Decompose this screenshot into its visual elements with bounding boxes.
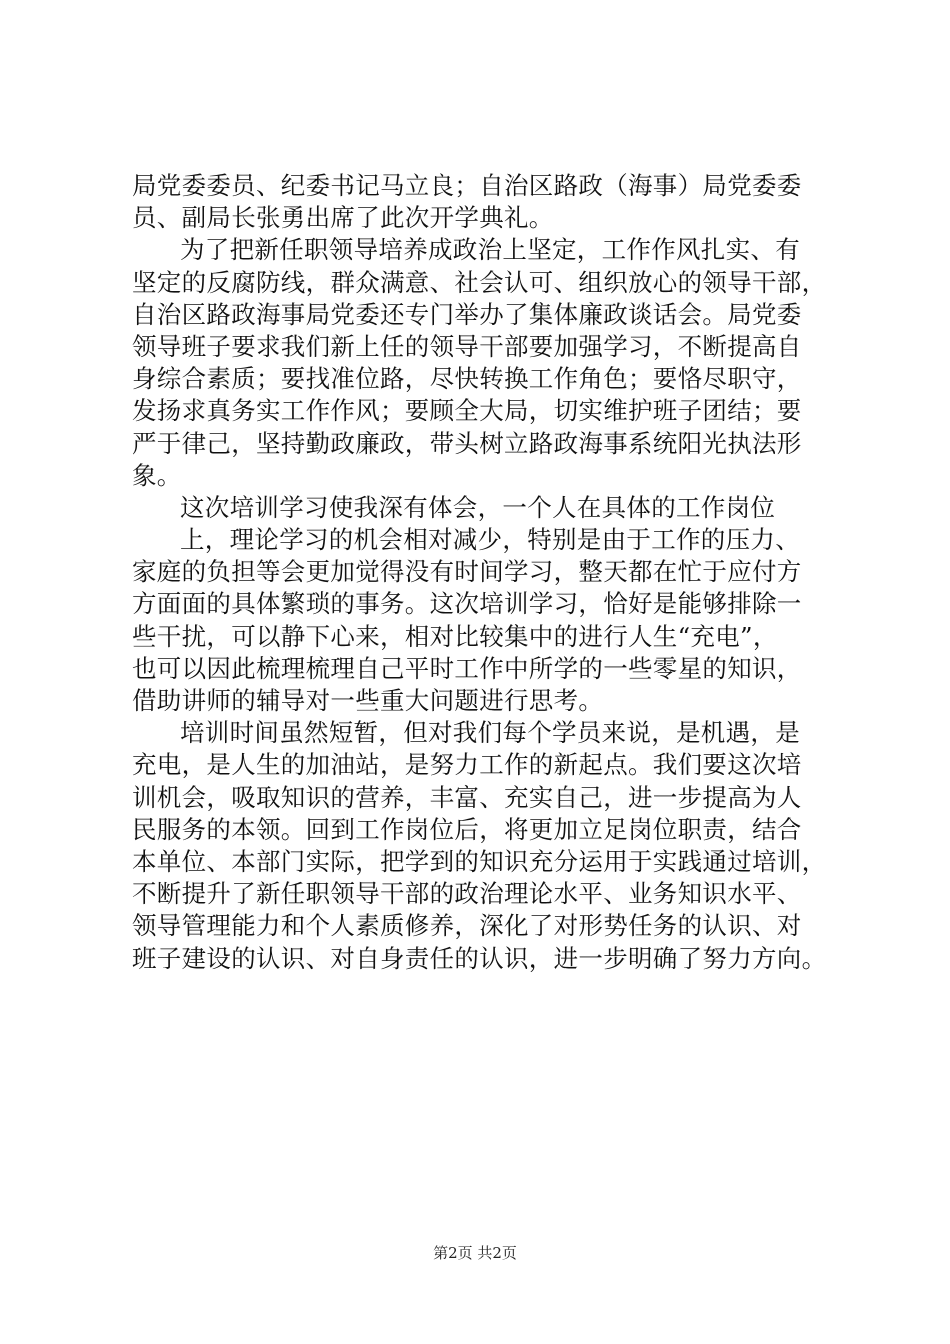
text-line: 些干扰，可以静下心来，相对比较集中的进行人生“充电”， <box>132 621 778 651</box>
text-line: 借助讲师的辅导对一些重大问题进行思考。 <box>132 686 604 715</box>
text-line: 方面面的具体繁琐的事务。这次培训学习，恰好是能够排除一 <box>132 589 802 619</box>
text-line: 充电，是人生的加油站，是努力工作的新起点。我们要这次培 <box>132 750 802 780</box>
text-line: 也可以因此梳理梳理自己平时工作中所学的一些零星的知识， <box>132 653 802 683</box>
document-body <box>132 170 852 975</box>
text-line: 本单位、本部门实际，把学到的知识充分运用于实践通过培训， <box>132 846 827 876</box>
text-line: 上，理论学习的机会相对减少，特别是由于工作的压力、 <box>180 525 800 555</box>
text-line: 不断提升了新任职领导干部的政治理论水平、业务知识水平、 <box>132 879 802 909</box>
paragraph-start-line: 为了把新任职领导培养成政治上坚定，工作作风扎实、有 <box>180 235 800 265</box>
text-line: 发扬求真务实工作作风；要顾全大局，切实维护班子团结；要 <box>132 396 802 426</box>
text-line: 班子建设的认识、对自身责任的认识，进一步明确了努力方向。 <box>132 943 827 973</box>
paragraph-start-line: 培训时间虽然短暂，但对我们每个学员来说，是机遇，是 <box>180 718 800 748</box>
text-line: 领导管理能力和个人素质修养，深化了对形势任务的认识、对 <box>132 911 802 941</box>
text-line: 自治区路政海事局党委还专门举办了集体廉政谈话会。局党委 <box>132 299 802 329</box>
paragraph-start-line: 这次培训学习使我深有体会，一个人在具体的工作岗位 <box>180 492 776 522</box>
text-line: 家庭的负担等会更加觉得没有时间学习，整天都在忙于应付方 <box>132 557 802 587</box>
page-footer <box>0 1243 950 1263</box>
text-line: 象。 <box>132 460 182 490</box>
text-line: 民服务的本领。回到工作岗位后，将更加立足岗位职责，结合 <box>132 814 802 844</box>
text-line: 训机会，吸取知识的营养，丰富、充实自己，进一步提高为人 <box>132 782 802 812</box>
text-line: 员、副局长张勇出席了此次开学典礼。 <box>132 203 554 233</box>
text-line: 身综合素质；要找准位路，尽快转换工作角色；要恪尽职守， <box>132 364 802 394</box>
page-number: 第2页 共2页 <box>433 1244 517 1262</box>
text-line: 严于律己，坚持勤政廉政，带头树立路政海事系统阳光执法形 <box>132 428 802 458</box>
text-line: 局党委委员、纪委书记马立良；自治区路政（海事）局党委委 <box>132 171 802 200</box>
text-line: 领导班子要求我们新上任的领导干部要加强学习，不断提高自 <box>132 331 802 361</box>
text-line: 坚定的反腐防线，群众满意、社会认可、组织放心的领导干部， <box>132 267 827 297</box>
